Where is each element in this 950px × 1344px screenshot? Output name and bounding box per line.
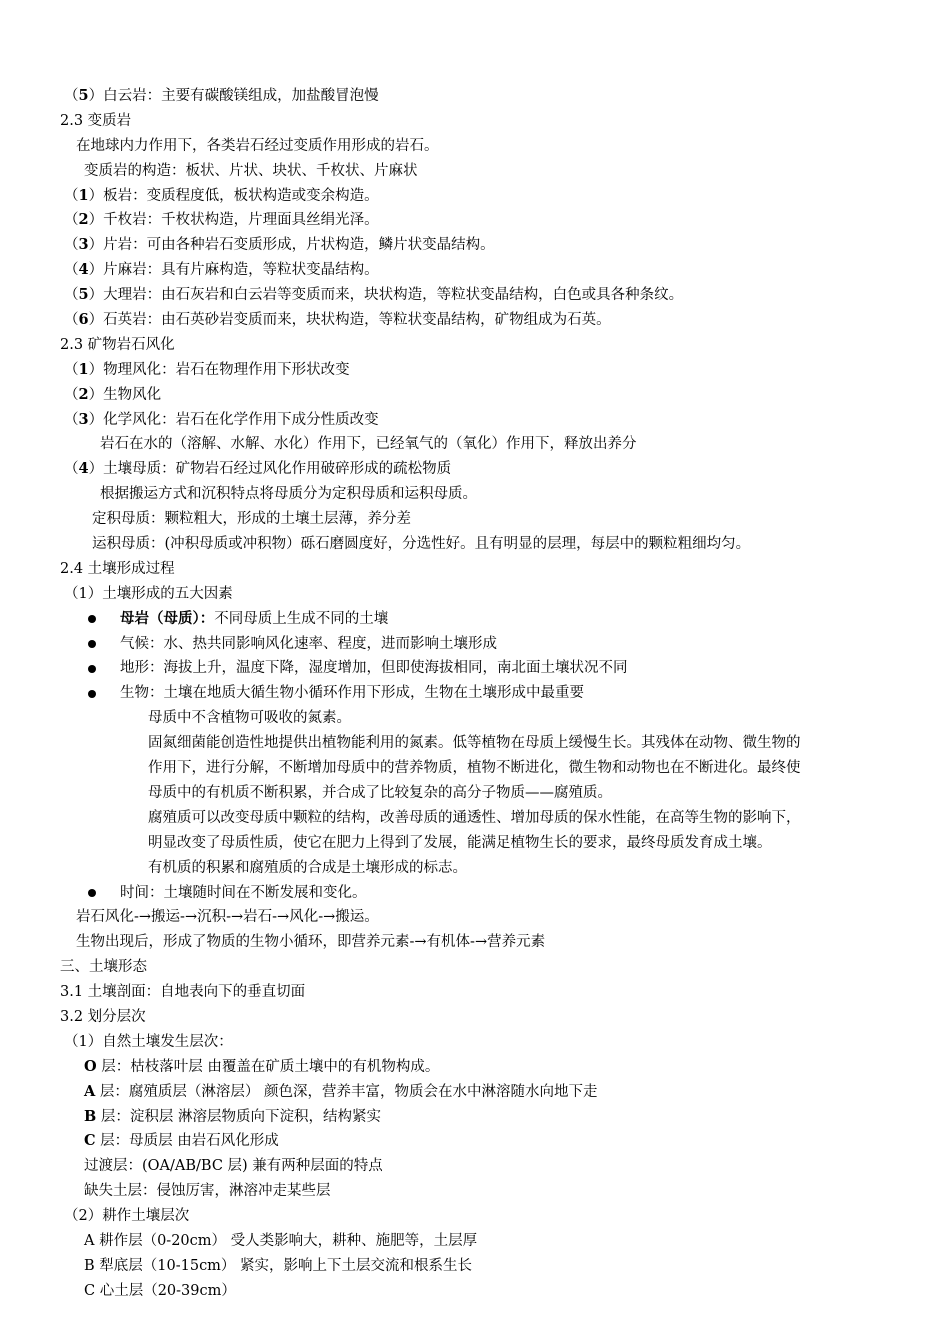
paragraph: 变质岩的构造：板状、片状、块状、千枚状、片麻状	[84, 162, 418, 179]
list-item: （2）千枚岩：千枚状构造，片理面具丝绢光泽。	[64, 211, 379, 229]
list-item: （1）板岩：变质程度低，板状构造或变余构造。	[64, 186, 379, 204]
document-page	[0, 84, 950, 1304]
paragraph: 明显改变了母质性质，使它在肥力上得到了发展，能满足植物生长的要求，最终母质发育成土壤。	[148, 834, 772, 851]
list-item: （1）土壤形成的五大因素	[64, 585, 233, 602]
bullet-item: 时间：土壤随时间在不断发展和变化。	[0, 881, 950, 906]
section-heading: 3.1 土壤剖面：自地表向下的垂直切面	[60, 984, 306, 1001]
paragraph: 缺失土层：侵蚀厉害，淋溶冲走某些层	[84, 1183, 331, 1200]
list-item: （3）化学风化：岩石在化学作用下成分性质改变	[64, 410, 379, 428]
bullet-dot-icon	[88, 640, 96, 648]
layer-item: C 心土层（20-39cm）	[84, 1282, 236, 1299]
bullet-dot-icon	[88, 889, 96, 897]
list-item: （1）物理风化：岩石在物理作用下形状改变	[64, 360, 350, 378]
list-item: （4）土壤母质：矿物岩石经过风化作用破碎形成的疏松物质	[64, 460, 452, 478]
layer-item: A 层：腐殖质层（淋溶层） 颜色深，营养丰富，物质会在水中淋溶随水向地下走	[84, 1082, 598, 1100]
list-item: （6）石英岩：由石英砂岩变质而来，块状构造，等粒状变晶结构，矿物组成为石英。	[64, 311, 611, 329]
list-item: （3）片岩：可由各种岩石变质形成，片状构造，鳞片状变晶结构。	[64, 236, 495, 254]
list-item: （2）耕作土壤层次	[64, 1208, 190, 1225]
layer-item: C 层：母质层 由岩石风化形成	[84, 1132, 279, 1150]
list-item: （4）片麻岩：具有片麻构造，等粒状变晶结构。	[64, 261, 379, 279]
layer-item: A 耕作层（0-20cm） 受人类影响大，耕种、施肥等，土层厚	[84, 1232, 478, 1249]
section-heading: 2.4 土壤形成过程	[60, 560, 175, 577]
list-item: （1）自然土壤发生层次：	[64, 1033, 233, 1050]
paragraph: 在地球内力作用下，各类岩石经过变质作用形成的岩石。	[76, 137, 439, 154]
paragraph: 固氮细菌能创造性地提供出植物能利用的氮素。低等植物在母质上缓慢生长。其残体在动物、微生物的	[148, 735, 801, 752]
paragraph: 根据搬运方式和沉积特点将母质分为定积母质和运积母质。	[100, 486, 477, 503]
paragraph: 过渡层：(OA/AB/BC 层) 兼有两种层面的特点	[84, 1158, 383, 1175]
paragraph: 生物出现后，形成了物质的生物小循环，即营养元素-→有机体-→营养元素	[76, 934, 546, 951]
section-heading: 2.3 矿物岩石风化	[60, 336, 175, 353]
bullet-item: 气候：水、热共同影响风化速率、程度，进而影响土壤形成	[0, 632, 950, 657]
bullet-item: 地形：海拔上升，温度下降，湿度增加，但即使海拔相同，南北面土壤状况不同	[0, 656, 950, 681]
bullet-item: 母岩（母质）：不同母质上生成不同的土壤	[0, 607, 950, 632]
layer-item: O 层：枯枝落叶层 由覆盖在矿质土壤中的有机物构成。	[84, 1057, 440, 1075]
paragraph: 母质中不含植物可吸收的氮素。	[148, 710, 351, 727]
paragraph: 腐殖质可以改变母质中颗粒的结构，改善母质的通透性、增加母质的保水性能，在高等生物的影响下，	[148, 809, 801, 826]
paragraph: 母质中的有机质不断积累，并合成了比较复杂的高分子物质——腐殖质。	[148, 784, 612, 801]
section-heading: 2.3 变质岩	[60, 112, 132, 129]
list-item: （5）大理岩：由石灰岩和白云岩等变质而来，块状构造，等粒状变晶结构，白色或具各种条纹。	[64, 286, 684, 304]
paragraph: 有机质的积累和腐殖质的合成是土壤形成的标志。	[148, 859, 467, 876]
bullet-dot-icon	[88, 615, 96, 623]
list-item: （5）白云岩：主要有碳酸镁组成，加盐酸冒泡慢	[64, 87, 379, 104]
bullet-dot-icon	[88, 690, 96, 698]
list-item: （2）生物风化	[64, 385, 162, 403]
paragraph: 岩石在水的（溶解、水解、水化）作用下，已经氧气的（氧化）作用下，释放出养分	[100, 436, 637, 453]
layer-item: B 犁底层（10-15cm） 紧实，影响上下土层交流和根系生长	[84, 1257, 473, 1274]
section-heading: 三、土壤形态	[60, 959, 147, 976]
bullet-item: 生物：土壤在地质大循生物小循环作用下形成，生物在土壤形成中最重要	[0, 681, 950, 706]
bullet-dot-icon	[88, 665, 96, 673]
paragraph: 运积母质：(冲积母质或冲积物）砾石磨圆度好，分选性好。且有明显的层理，每层中的颗粒粗细均匀。	[92, 536, 751, 553]
section-heading: 3.2 划分层次	[60, 1008, 146, 1025]
paragraph: 作用下，进行分解，不断增加母质中的营养物质，植物不断进化，微生物和动物也在不断进化。最终使	[148, 760, 801, 777]
paragraph: 岩石风化-→搬运-→沉积-→岩石-→风化-→搬运。	[76, 909, 379, 926]
paragraph: 定积母质：颗粒粗大，形成的土壤土层薄，养分差	[92, 511, 411, 528]
layer-item: B 层：淀积层 淋溶层物质向下淀积，结构紧实	[84, 1107, 381, 1125]
